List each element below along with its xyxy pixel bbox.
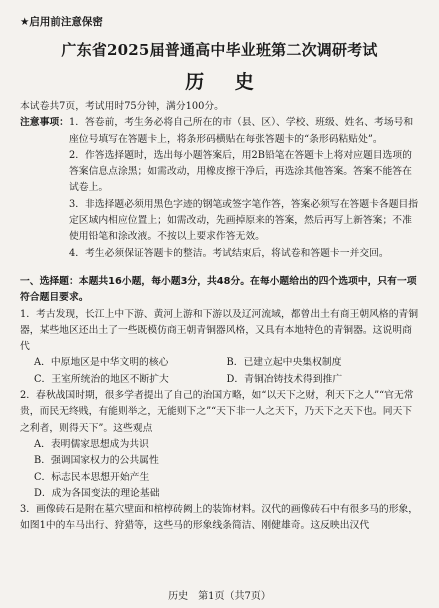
note-item: 1．答卷前，考生务必将自己所在的市（县、区）、学校、班级、姓名、考场号和座位号填写在答题卡上，将条形码横贴在每张答题卡的“条形码粘贴处”。	[68, 117, 414, 145]
notes-list	[69, 115, 419, 262]
option-b: B．强调国家权力的公共属性	[34, 455, 159, 467]
exam-info: 本试卷共7页，考试用时75分钟，满分100分。	[20, 101, 224, 112]
question-1-options	[20, 355, 419, 388]
confidential-mark: ★启用前注意保密	[20, 16, 103, 28]
question-2-options	[20, 437, 419, 502]
page-footer: 历史 第1页（共7页）	[168, 591, 271, 602]
subject-title: 历 史	[185, 71, 266, 93]
question-3-stem: 3．画像砖石是附在墓穴壁面和棺椁砖阙上的装饰材料。汉代的画像砖石中有很多马的形象，如图1中的车马出行、狩猎等，这些马的形象线条简洁、刚健雄奇。这反映出汉代	[20, 504, 419, 532]
option-c: C．标志民本思想开始产生	[34, 471, 150, 483]
notes-label: 注意事项：	[20, 117, 69, 129]
option-a: A．中原地区是中华文明的核心	[34, 357, 169, 369]
option-c: C．王室所统治的地区不断扩大	[34, 373, 169, 385]
notes-block	[20, 115, 419, 262]
note-item: 3．非选择题必须用黑色字迹的钢笔或签字笔作答，答案必须写在答题卡各题目指定区域内相应位置上；如需改动，先画掉原来的答案，然后再写上新答案；不准使用铅笔和涂改液。不按以上要求作答无效。	[68, 198, 419, 243]
section-heading: 一、选择题：本题共16小题，每小题3分，共48分。在每小题给出的四个选项中，只有一项符合题目要求。	[20, 275, 417, 304]
exam-title: 广东省2025届普通高中毕业班第二次调研考试	[61, 41, 378, 59]
note-item: 4．考生必须保证答题卡的整洁。考试结束后，将试卷和答题卡一并交回。	[68, 247, 389, 259]
option-d: D．青铜冶铸技术得到推广	[226, 373, 343, 385]
option-a: A．表明儒家思想成为共识	[34, 438, 149, 450]
note-item: 2．作答选择题时，选出每小题答案后，用2B铅笔在答题卡上将对应题目选项的答案信息点涂黑；如需改动，用橡皮擦干净后，再选涂其他答案。答案不能答在试卷上。	[68, 149, 412, 194]
question-2-stem: 2．春秋战国时期，很多学者提出了自己的治国方略，如“以天下之财，利天下之人”“官无常贵，而民无终贱，有能则举之，无能则下之”“天下非一人之天下，乃天下之天下也。同天下之利者，则得天下”。这些观点	[20, 390, 414, 434]
option-b: B．已建立起中央集权制度	[226, 357, 342, 369]
question-1-stem: 1．考古发现，长江上中下游、黄河上游和下游以及辽河流域，都曾出土有商王朝风格的青铜器，某些地区还出土了一些既模仿商王朝青铜器风格，又具有本地特色的青铜器。这说明商代	[20, 308, 419, 353]
option-d: D．成为各国变法的理论基础	[34, 487, 160, 499]
